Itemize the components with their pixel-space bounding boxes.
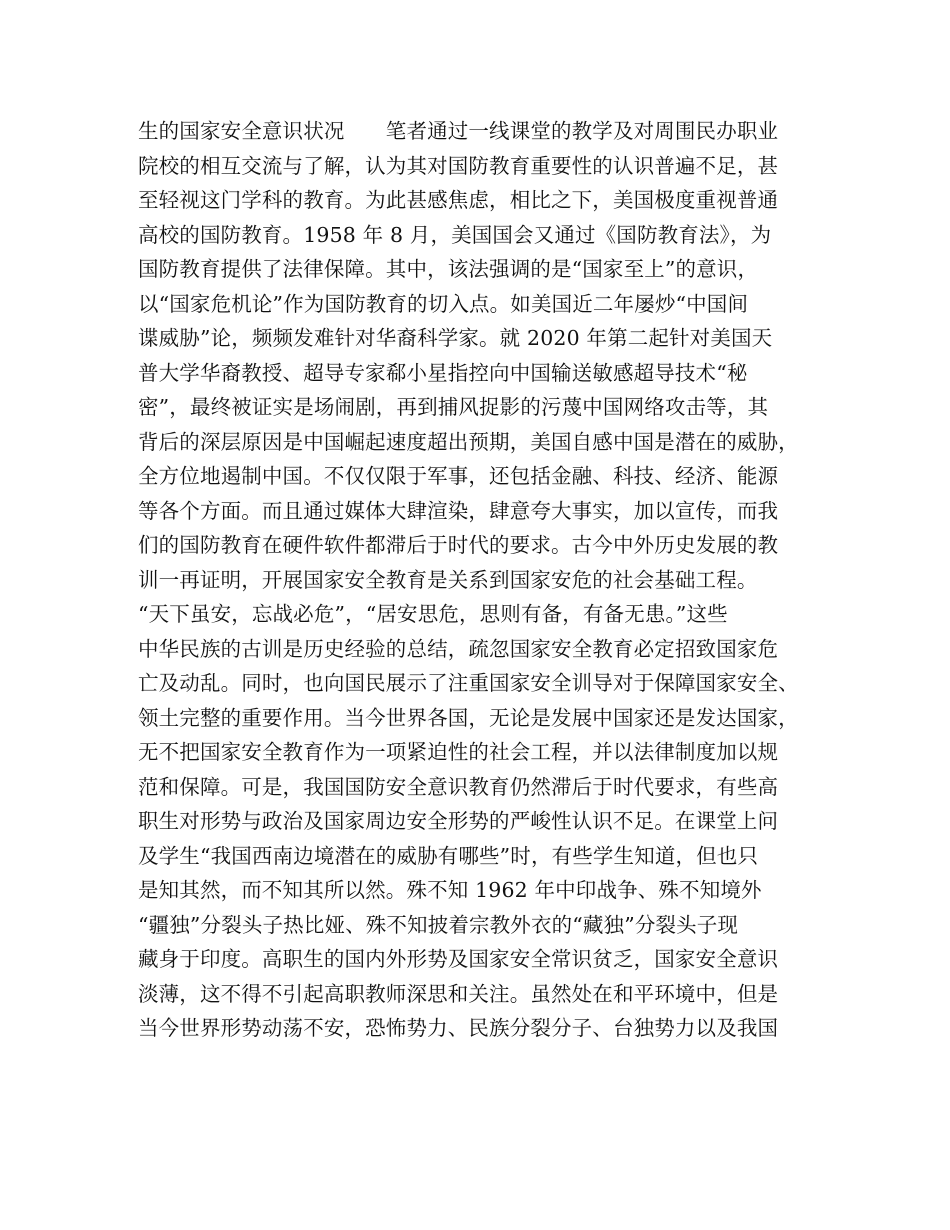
text-line: 普大学华裔教授、超导专家郗小星指控向中国输送敏感超导技术“秘 — [138, 360, 748, 385]
text-line: 高校的国防教育。1958 年 8 月，美国国会又通过《国防教育法》，为 — [138, 222, 772, 247]
text-line: 亡及动乱。同时，也向国民展示了注重国家安全训导对于保障国家安全、 — [138, 671, 799, 695]
text-line: “天下虽安，忘战必危”，“居安思危，思则有备，有备无患。”这些 — [138, 602, 728, 626]
text-line: 谍威胁”论，频频发难针对华裔科学家。就 2020 年第二起针对美国天 — [138, 326, 773, 350]
text-line: 院校的相互交流与了解，认为其对国防教育重要性的认识普遍不足，甚 — [138, 153, 779, 178]
text-line: “疆独”分裂头子热比娅、殊不知披着宗教外衣的“藏独”分裂头子现 — [138, 912, 739, 937]
text-line: 们的国防教育在硬件软件都滞后于时代的要求。古今中外历史发展的教 — [138, 533, 779, 557]
text-line: 全方位地遏制中国。不仅仅限于军事，还包括金融、科技、经济、能源 — [138, 464, 779, 488]
body-text — [138, 114, 828, 1046]
text-line: 及学生“我国西南边境潜在的威胁有哪些”时，有些学生知道，但也只 — [138, 843, 759, 868]
text-line: 是知其然，而不知其所以然。殊不知 1962 年中印战争、殊不知境外 — [138, 878, 762, 902]
text-line: 密”，最终被证实是场闹剧，再到捕风捉影的污蔑中国网络攻击等，其 — [138, 395, 769, 419]
text-line: 领土完整的重要作用。当今世界各国，无论是发展中国家还是发达国家， — [138, 705, 799, 730]
text-line: 范和保障。可是，我国国防安全意识教育仍然滞后于时代要求，有些高 — [138, 774, 779, 799]
text-line: 职生对形势与政治及国家周边安全形势的严峻性认识不足。在课堂上问 — [138, 809, 779, 833]
text-line: 训一再证明，开展国家安全教育是关系到国家安危的社会基础工程。 — [138, 567, 758, 592]
text-line: 无不把国家安全教育作为一项紧迫性的社会工程，并以法律制度加以规 — [138, 740, 779, 764]
text-line: 当今世界形势动荡不安，恐怖势力、民族分裂分子、台独势力以及我国 — [138, 1016, 779, 1040]
text-line: 国防教育提供了法律保障。其中，该法强调的是“国家至上”的意识， — [138, 257, 759, 281]
text-line: 藏身于印度。高职生的国内外形势及国家安全常识贫乏，国家安全意识 — [138, 947, 779, 971]
text-line: 生的国家安全意识状况 笔者通过一线课堂的教学及对周围民办职业 — [138, 119, 779, 143]
text-line: 至轻视这门学科的教育。为此甚感焦虑，相比之下，美国极度重视普通 — [138, 188, 779, 212]
text-line: 淡薄，这不得不引起高职教师深思和关注。虽然处在和平环境中，但是 — [138, 981, 779, 1006]
text-line: 等各个方面。而且通过媒体大肆渲染，肆意夸大事实，加以宣传，而我 — [138, 498, 779, 523]
text-line: 背后的深层原因是中国崛起速度超出预期，美国自感中国是潜在的威胁， — [138, 429, 799, 454]
text-line: 中华民族的古训是历史经验的总结，疏忽国家安全教育必定招致国家危 — [138, 636, 779, 661]
text-line: 以“国家危机论”作为国防教育的切入点。如美国近二年屡炒“中国间 — [138, 291, 749, 316]
